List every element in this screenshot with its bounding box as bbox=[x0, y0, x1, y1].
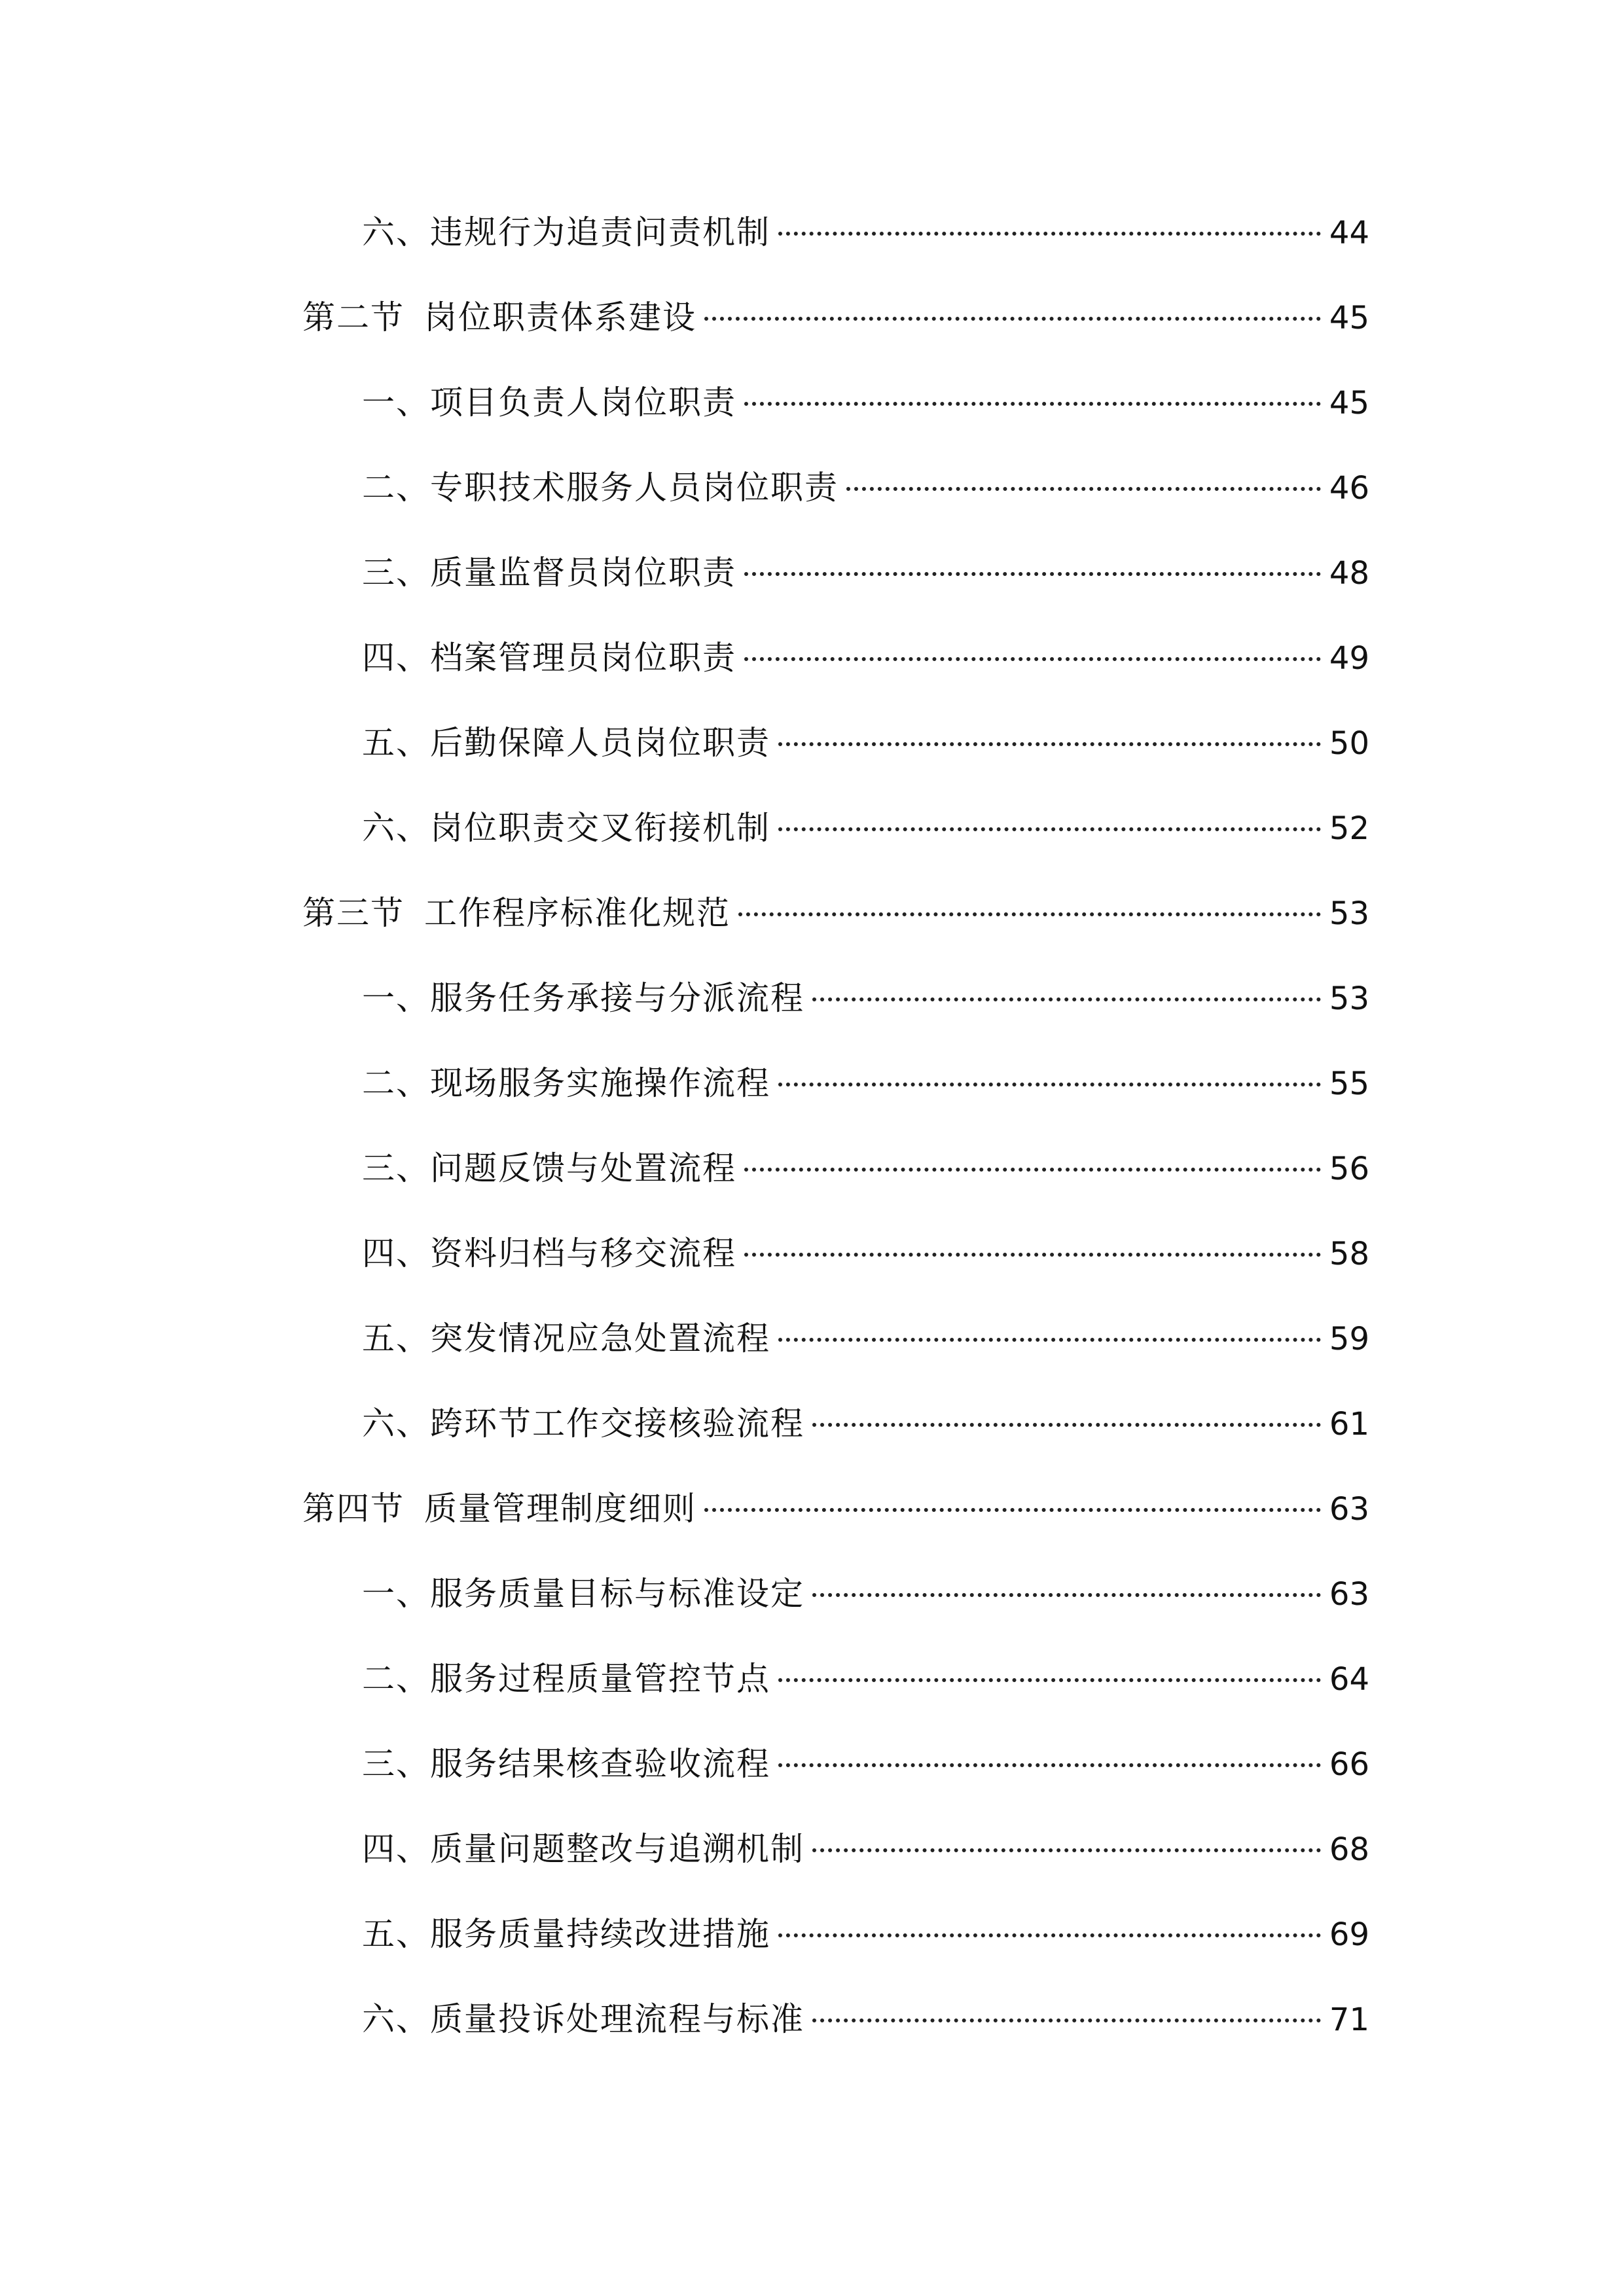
toc-page-number: 49 bbox=[1329, 640, 1369, 677]
toc-entry[interactable] bbox=[362, 455, 1369, 520]
toc-dot-leader bbox=[778, 1083, 1321, 1086]
toc-entry[interactable] bbox=[362, 710, 1369, 776]
toc-page-number: 61 bbox=[1329, 1406, 1369, 1443]
toc-page-number: 59 bbox=[1329, 1321, 1369, 1357]
toc-page-number: 53 bbox=[1329, 895, 1369, 932]
toc-page-number: 68 bbox=[1329, 1831, 1369, 1868]
toc-entry-title: 四、档案管理员岗位职责 bbox=[362, 639, 736, 677]
toc-dot-leader bbox=[744, 402, 1321, 406]
toc-section-name: 质量管理制度细则 bbox=[424, 1490, 696, 1528]
toc-entry[interactable] bbox=[362, 625, 1369, 691]
toc-page-number: 48 bbox=[1329, 555, 1369, 592]
toc-entry[interactable] bbox=[362, 1731, 1369, 1797]
toc-entry[interactable] bbox=[362, 1306, 1369, 1371]
toc-entry-title: 二、服务过程质量管控节点 bbox=[362, 1660, 770, 1698]
toc-dot-leader bbox=[778, 827, 1321, 831]
toc-entry-title: 四、资料归档与移交流程 bbox=[362, 1234, 736, 1272]
toc-entry[interactable] bbox=[362, 1561, 1369, 1626]
toc-entry-title: 六、质量投诉处理流程与标准 bbox=[362, 2000, 804, 2038]
toc-entry-title: 三、服务结果核查验收流程 bbox=[362, 1745, 770, 1783]
toc-entry-title: 五、突发情况应急处置流程 bbox=[362, 1319, 770, 1357]
toc-page-number: 53 bbox=[1329, 980, 1369, 1017]
toc-section-entry[interactable] bbox=[302, 880, 1369, 946]
toc-entry[interactable] bbox=[362, 795, 1369, 861]
toc-page-number: 52 bbox=[1329, 810, 1369, 847]
toc-entry[interactable] bbox=[362, 1816, 1369, 1882]
toc-entry[interactable] bbox=[362, 1221, 1369, 1286]
toc-dot-leader bbox=[812, 1423, 1321, 1427]
toc-entry[interactable] bbox=[362, 1646, 1369, 1712]
toc-entry[interactable] bbox=[362, 1901, 1369, 1967]
toc-section-title bbox=[302, 285, 696, 350]
toc-page-number: 66 bbox=[1329, 1746, 1369, 1783]
toc-dot-leader bbox=[778, 1933, 1321, 1937]
toc-dot-leader bbox=[744, 1253, 1321, 1257]
toc-dot-leader bbox=[738, 912, 1321, 916]
toc-entry-title: 一、服务任务承接与分派流程 bbox=[362, 979, 804, 1017]
toc-entry-title: 四、质量问题整改与追溯机制 bbox=[362, 1830, 804, 1868]
toc-dot-leader bbox=[846, 487, 1321, 491]
toc-section-title bbox=[302, 1476, 696, 1541]
toc-dot-leader bbox=[704, 317, 1321, 321]
toc-section-number: 第四节 bbox=[302, 1490, 405, 1528]
toc-page-number: 63 bbox=[1329, 1576, 1369, 1613]
toc-entry[interactable] bbox=[362, 1391, 1369, 1456]
toc-entry[interactable] bbox=[362, 1986, 1369, 2052]
toc-section-name: 岗位职责体系建设 bbox=[424, 298, 696, 336]
toc-dot-leader bbox=[778, 1678, 1321, 1682]
toc-dot-leader bbox=[704, 1508, 1321, 1512]
toc-entry[interactable] bbox=[362, 965, 1369, 1031]
toc-entry-title: 六、跨环节工作交接核验流程 bbox=[362, 1405, 804, 1443]
toc-entry-title: 三、问题反馈与处置流程 bbox=[362, 1149, 736, 1187]
toc-page-number: 58 bbox=[1329, 1236, 1369, 1272]
toc-page-number: 46 bbox=[1329, 470, 1369, 507]
toc-dot-leader bbox=[778, 1338, 1321, 1342]
toc-dot-leader bbox=[778, 742, 1321, 746]
toc-dot-leader bbox=[744, 572, 1321, 576]
toc-page-number: 71 bbox=[1329, 2001, 1369, 2038]
toc-dot-leader bbox=[744, 1168, 1321, 1172]
toc-entry-title: 六、岗位职责交叉衔接机制 bbox=[362, 809, 770, 847]
toc-dot-leader bbox=[778, 1763, 1321, 1767]
toc-dot-leader bbox=[744, 657, 1321, 661]
toc-entry-title: 五、后勤保障人员岗位职责 bbox=[362, 724, 770, 762]
toc-entry[interactable] bbox=[362, 200, 1369, 265]
toc-section-number: 第二节 bbox=[302, 298, 405, 336]
toc-page-number: 63 bbox=[1329, 1491, 1369, 1528]
toc-section-name: 工作程序标准化规范 bbox=[424, 894, 731, 932]
toc-entry-title: 五、服务质量持续改进措施 bbox=[362, 1915, 770, 1953]
toc-page-number: 45 bbox=[1329, 300, 1369, 336]
toc-page-number: 55 bbox=[1329, 1066, 1369, 1102]
toc-section-number: 第三节 bbox=[302, 894, 405, 932]
toc-page-number: 50 bbox=[1329, 725, 1369, 762]
toc-entry-title: 二、专职技术服务人员岗位职责 bbox=[362, 469, 839, 507]
toc-entry[interactable] bbox=[362, 1050, 1369, 1116]
toc-section-entry[interactable] bbox=[302, 1476, 1369, 1541]
toc-entry[interactable] bbox=[362, 540, 1369, 605]
toc-page-number: 56 bbox=[1329, 1151, 1369, 1187]
toc-dot-leader bbox=[812, 997, 1321, 1001]
toc-section-title bbox=[302, 880, 731, 946]
toc-entry-title: 一、服务质量目标与标准设定 bbox=[362, 1575, 804, 1613]
toc-entry[interactable] bbox=[362, 370, 1369, 435]
toc-page-number: 45 bbox=[1329, 385, 1369, 422]
toc-dot-leader bbox=[812, 1848, 1321, 1852]
toc-entry[interactable] bbox=[362, 1136, 1369, 1201]
toc-entry-title: 二、现场服务实施操作流程 bbox=[362, 1064, 770, 1102]
toc-page-number: 64 bbox=[1329, 1661, 1369, 1698]
toc-dot-leader bbox=[812, 2018, 1321, 2022]
toc-page-number: 44 bbox=[1329, 215, 1369, 251]
toc-entry-title: 六、违规行为追责问责机制 bbox=[362, 213, 770, 251]
toc-entry-title: 三、质量监督员岗位职责 bbox=[362, 554, 736, 592]
toc-dot-leader bbox=[778, 232, 1321, 236]
toc-entry-title: 一、项目负责人岗位职责 bbox=[362, 384, 736, 422]
toc-section-entry[interactable] bbox=[302, 285, 1369, 350]
toc-dot-leader bbox=[812, 1593, 1321, 1597]
toc-page-number: 69 bbox=[1329, 1916, 1369, 1953]
